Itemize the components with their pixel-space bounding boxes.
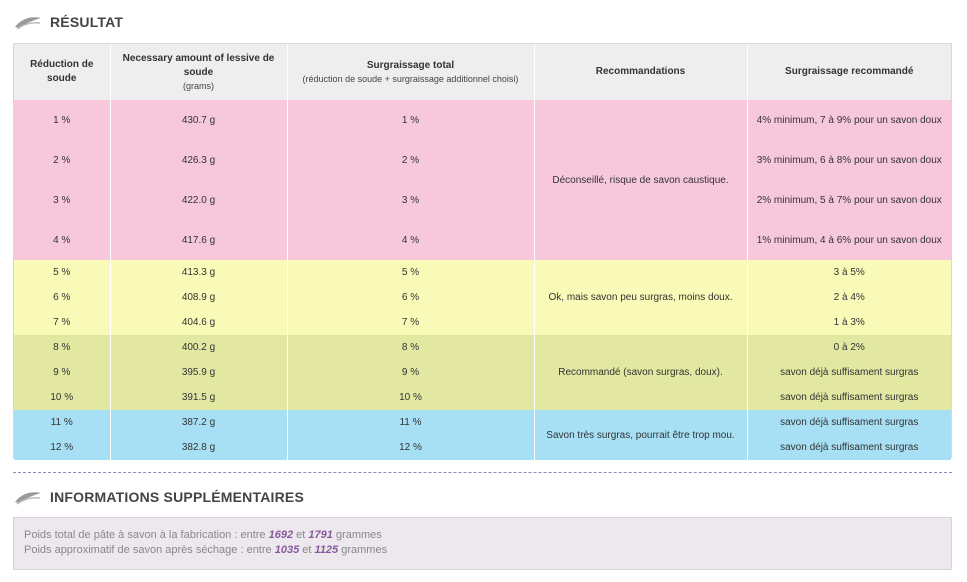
feather-icon xyxy=(14,489,42,505)
col-header-amount: Necessary amount of lessive de soude (grams) xyxy=(110,44,287,100)
col-header-total: Surgraissage total (réduction de soude + surgraissage additionnel choisi) xyxy=(287,44,534,100)
cell-recommended: savon déjà suffisament surgras xyxy=(747,360,951,385)
cell-reduction: 8 % xyxy=(14,335,110,360)
cell-reduction: 5 % xyxy=(14,260,110,285)
cell-total: 2 % xyxy=(287,140,534,180)
cell-recommended: savon déjà suffisament surgras xyxy=(747,410,951,435)
table-row xyxy=(14,220,951,260)
result-section-header xyxy=(14,14,123,30)
section-divider xyxy=(13,472,952,473)
col-header-recommended: Surgraissage recommandé xyxy=(747,44,951,100)
table-row xyxy=(14,360,951,385)
cell-recommendation: Déconseillé, risque de savon caustique. xyxy=(534,100,747,260)
cell-reduction: 10 % xyxy=(14,385,110,410)
result-table xyxy=(13,43,952,458)
cell-total: 12 % xyxy=(287,435,534,460)
cell-reduction: 9 % xyxy=(14,360,110,385)
cell-total: 5 % xyxy=(287,260,534,285)
cell-reduction: 1 % xyxy=(14,100,110,140)
cell-recommended: 3% minimum, 6 à 8% pour un savon doux xyxy=(747,140,951,180)
cell-amount: 417.6 g xyxy=(110,220,287,260)
cell-total: 7 % xyxy=(287,310,534,335)
info-line-dry-weight: Poids approximatif de savon après séchage : entre 1035 et 1125 grammes xyxy=(24,544,388,556)
total-weight-max: 1791 xyxy=(308,529,333,541)
cell-amount: 404.6 g xyxy=(110,310,287,335)
cell-recommended: 2 à 4% xyxy=(747,285,951,310)
cell-total: 4 % xyxy=(287,220,534,260)
cell-reduction: 2 % xyxy=(14,140,110,180)
cell-recommended: 0 à 2% xyxy=(747,335,951,360)
cell-amount: 413.3 g xyxy=(110,260,287,285)
cell-total: 6 % xyxy=(287,285,534,310)
table-row xyxy=(14,100,951,140)
cell-reduction: 12 % xyxy=(14,435,110,460)
cell-recommended: 3 à 5% xyxy=(747,260,951,285)
cell-amount: 395.9 g xyxy=(110,360,287,385)
table-row xyxy=(14,385,951,410)
col-header-recommendations: Recommandations xyxy=(534,44,747,100)
cell-reduction: 4 % xyxy=(14,220,110,260)
col-header-reduction: Réduction de soude xyxy=(14,44,110,100)
cell-amount: 422.0 g xyxy=(110,180,287,220)
dry-weight-min: 1035 xyxy=(274,544,300,556)
cell-recommendation: Ok, mais savon peu surgras, moins doux. xyxy=(534,260,747,335)
table-row xyxy=(14,310,951,335)
cell-total: 11 % xyxy=(287,410,534,435)
cell-recommended: 4% minimum, 7 à 9% pour un savon doux xyxy=(747,100,951,140)
cell-total: 10 % xyxy=(287,385,534,410)
cell-amount: 430.7 g xyxy=(110,100,287,140)
cell-total: 8 % xyxy=(287,335,534,360)
cell-recommended: 1 à 3% xyxy=(747,310,951,335)
cell-amount: 391.5 g xyxy=(110,385,287,410)
table-row xyxy=(14,180,951,220)
info-line-total-weight: Poids total de pâte à savon à la fabrication : entre 1692 et 1791 grammes xyxy=(24,529,382,541)
cell-amount: 426.3 g xyxy=(110,140,287,180)
info-section-header xyxy=(14,489,304,505)
feather-icon xyxy=(14,14,42,30)
table-row xyxy=(14,260,951,285)
cell-recommended: 2% minimum, 5 à 7% pour un savon doux xyxy=(747,180,951,220)
cell-total: 1 % xyxy=(287,100,534,140)
cell-reduction: 11 % xyxy=(14,410,110,435)
table-row xyxy=(14,410,951,435)
cell-total: 9 % xyxy=(287,360,534,385)
cell-recommendation: Recommandé (savon surgras, doux). xyxy=(534,335,747,410)
cell-amount: 382.8 g xyxy=(110,435,287,460)
total-weight-min: 1692 xyxy=(268,529,294,541)
cell-recommended: 1% minimum, 4 à 6% pour un savon doux xyxy=(747,220,951,260)
cell-recommended: savon déjà suffisament surgras xyxy=(747,435,951,460)
cell-recommended: savon déjà suffisament surgras xyxy=(747,385,951,410)
info-title: INFORMATIONS SUPPLÉMENTAIRES xyxy=(50,489,304,505)
cell-reduction: 3 % xyxy=(14,180,110,220)
cell-amount: 387.2 g xyxy=(110,410,287,435)
cell-amount: 400.2 g xyxy=(110,335,287,360)
result-title: RÉSULTAT xyxy=(50,14,124,30)
cell-reduction: 7 % xyxy=(14,310,110,335)
dry-weight-max: 1125 xyxy=(314,544,339,556)
table-row xyxy=(14,140,951,180)
cell-reduction: 6 % xyxy=(14,285,110,310)
table-row xyxy=(14,435,951,460)
cell-total: 3 % xyxy=(287,180,534,220)
table-row xyxy=(14,335,951,360)
info-box xyxy=(13,517,952,570)
cell-amount: 408.9 g xyxy=(110,285,287,310)
table-header-row xyxy=(14,44,951,100)
table-row xyxy=(14,285,951,310)
cell-recommendation: Savon très surgras, pourrait être trop mou. xyxy=(534,410,747,460)
